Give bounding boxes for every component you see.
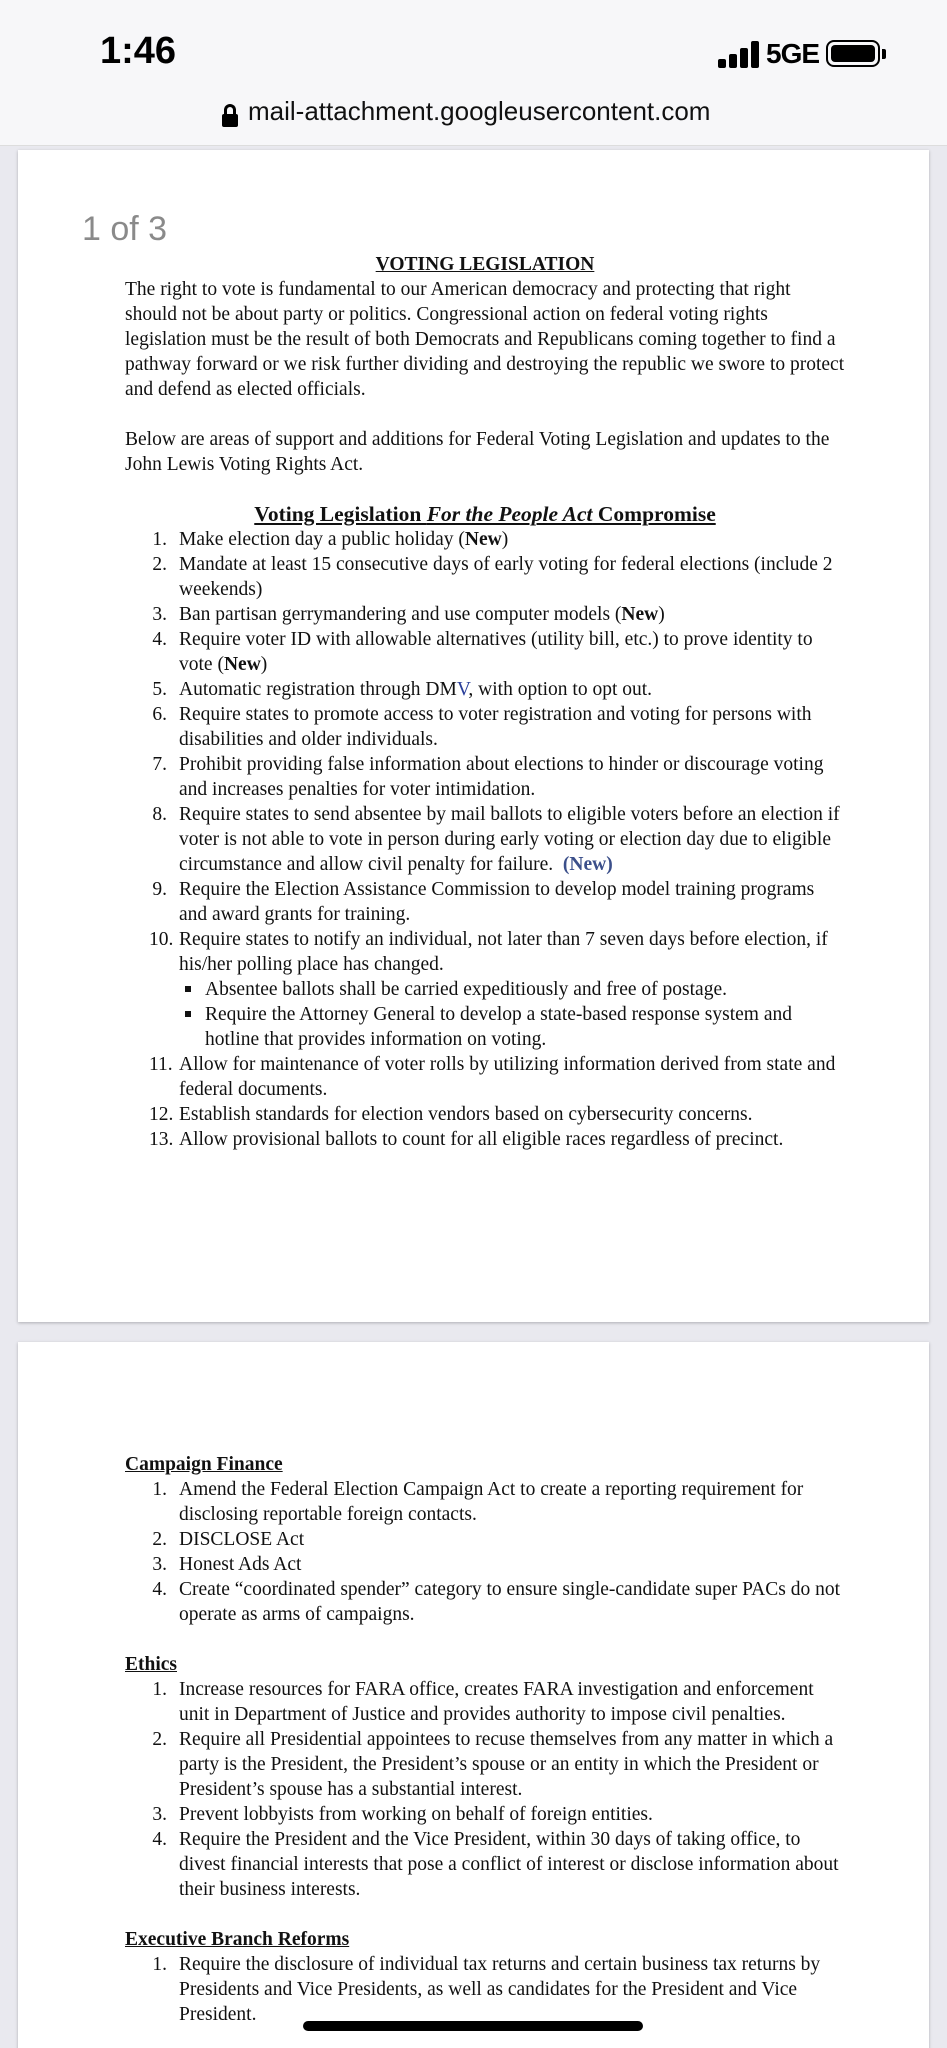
ethics-heading: Ethics (125, 1654, 178, 1675)
voting-list-continued (125, 1052, 845, 1152)
campaign-finance-heading: Campaign Finance (125, 1454, 283, 1475)
list-item: 1. Amend the Federal Election Campaign Act to create a reporting requirement for disclosing reportable foreign contacts. (152, 1479, 804, 1525)
bullet-marker (185, 1011, 191, 1017)
executive-reforms-heading: Executive Branch Reforms (125, 1929, 350, 1950)
subtitle-act-name: For the People Act (426, 502, 593, 526)
list-item: 2. Mandate at least 15 consecutive days of early voting for federal elections (include 2 weekends) (152, 554, 833, 600)
status-time: 1:46 (100, 30, 177, 72)
page1-content (125, 252, 845, 1152)
bullet-item: Require the Attorney General to develop a state-based response system and hotline that provides information on voting. (125, 1002, 845, 1052)
page-counter: 1 of 3 (82, 210, 168, 248)
list-item: 1. Make election day a public holiday (New) (152, 529, 509, 550)
page-title: VOTING LEGISLATION (375, 254, 595, 275)
battery-tip (882, 49, 886, 59)
list-item: 3. Prevent lobbyists from working on behalf of foreign entities. (152, 1804, 653, 1825)
bullet-item: Absentee ballots shall be carried expeditiously and free of postage. (125, 977, 845, 1002)
new-tag-blue: (New) (562, 854, 613, 875)
campaign-finance-list (125, 1477, 845, 1627)
list-item: 6. Require states to promote access to voter registration and voting for persons with disabilities and older individuals. (152, 704, 812, 750)
list-item: 3. Ban partisan gerrymandering and use computer models (New) (152, 604, 665, 625)
bullet-marker (185, 986, 191, 992)
ethics-list (125, 1677, 845, 1902)
section-subtitle (125, 502, 845, 527)
list-item: 3. Honest Ads Act (152, 1554, 302, 1575)
list-item: 8. Require states to send absentee by mail ballots to eligible voters before an election if voter is not able to vote in person during early voting or election day due to eligible circumstance and allow civil penalty for failure. (New) (152, 804, 840, 875)
executive-reforms-list (125, 1952, 845, 2027)
battery-icon (826, 40, 880, 67)
list-item: 11. Allow for maintenance of voter rolls by utilizing information derived from state and federal documents. (149, 1054, 836, 1100)
list-item: 5. Automatic registration through DMV, with option to opt out. (152, 679, 653, 700)
list-item: 2. Require all Presidential appointees to recuse themselves from any matter in which a party is the President, the President’s spouse or an entity in which the President or President’s spouse has a substantial interest. (152, 1729, 834, 1800)
absentee-bullets (125, 977, 845, 1052)
network-type: 5GE (766, 38, 820, 69)
list-item: 4. Create “coordinated spender” category to ensure single-candidate super PACs do not operate as arms of campaigns. (152, 1579, 840, 1625)
new-label: New (464, 529, 502, 550)
list-item: 12. Establish standards for election vendors based on cybersecurity concerns. (149, 1104, 753, 1125)
home-indicator[interactable] (303, 2021, 643, 2031)
page2-content (125, 1452, 845, 2027)
subtitle-part-a: Voting Legislation (254, 502, 427, 526)
voting-list (125, 527, 845, 977)
new-label: New (621, 604, 659, 625)
list-item: 13. Allow provisional ballots to count for all eligible races regardless of precinct. (149, 1129, 784, 1150)
lock-icon (222, 104, 238, 128)
url-text[interactable]: mail-attachment.googleusercontent.com (248, 96, 711, 126)
status-bar (0, 0, 947, 100)
list-item: 7. Prohibit providing false information about elections to hinder or discourage voting and increases penalties for voter intimidation. (152, 754, 824, 800)
list-item: 2. DISCLOSE Act (152, 1529, 305, 1550)
signal-icon (718, 40, 762, 68)
list-item: 1. Increase resources for FARA office, creates FARA investigation and enforcement unit in Department of Justice and provides authority to impose civil penalties. (152, 1679, 814, 1725)
list-item: 4. Require voter ID with allowable alternatives (utility bill, etc.) to prove identity to vote (New) (152, 629, 813, 675)
subtitle-part-c: Compromise (592, 502, 716, 526)
url-bar[interactable] (0, 92, 947, 146)
list-item: 10. Require states to notify an individual, not later than 7 seven days before election, if his/her polling place has changed. (149, 929, 828, 975)
intro-paragraph: The right to vote is fundamental to our American democracy and protecting that right should not be about party or politics. Congressional action on federal voting rights legislation must be the result of both Democrats and Republicans coming together to find a pathway forward or we risk further dividing and destroying the republic we swore to protect and defend as elected officials. (125, 279, 845, 400)
document-page-1[interactable] (18, 150, 929, 1322)
list-item: 1. Require the disclosure of individual tax returns and certain business tax returns by Presidents and Vice Presidents, as well as candidates for the President and Vice President. (152, 1954, 821, 2025)
list-item: 4. Require the President and the Vice President, within 30 days of taking office, to divest financial interests that pose a conflict of interest or disclose information about their business interests. (152, 1829, 839, 1900)
list-item: 9. Require the Election Assistance Commission to develop model training programs and award grants for training. (152, 879, 815, 925)
areas-paragraph: Below are areas of support and additions for Federal Voting Legislation and updates to the John Lewis Voting Rights Act. (125, 429, 830, 475)
document-page-2[interactable] (18, 1342, 929, 2048)
new-label: New (223, 654, 261, 675)
